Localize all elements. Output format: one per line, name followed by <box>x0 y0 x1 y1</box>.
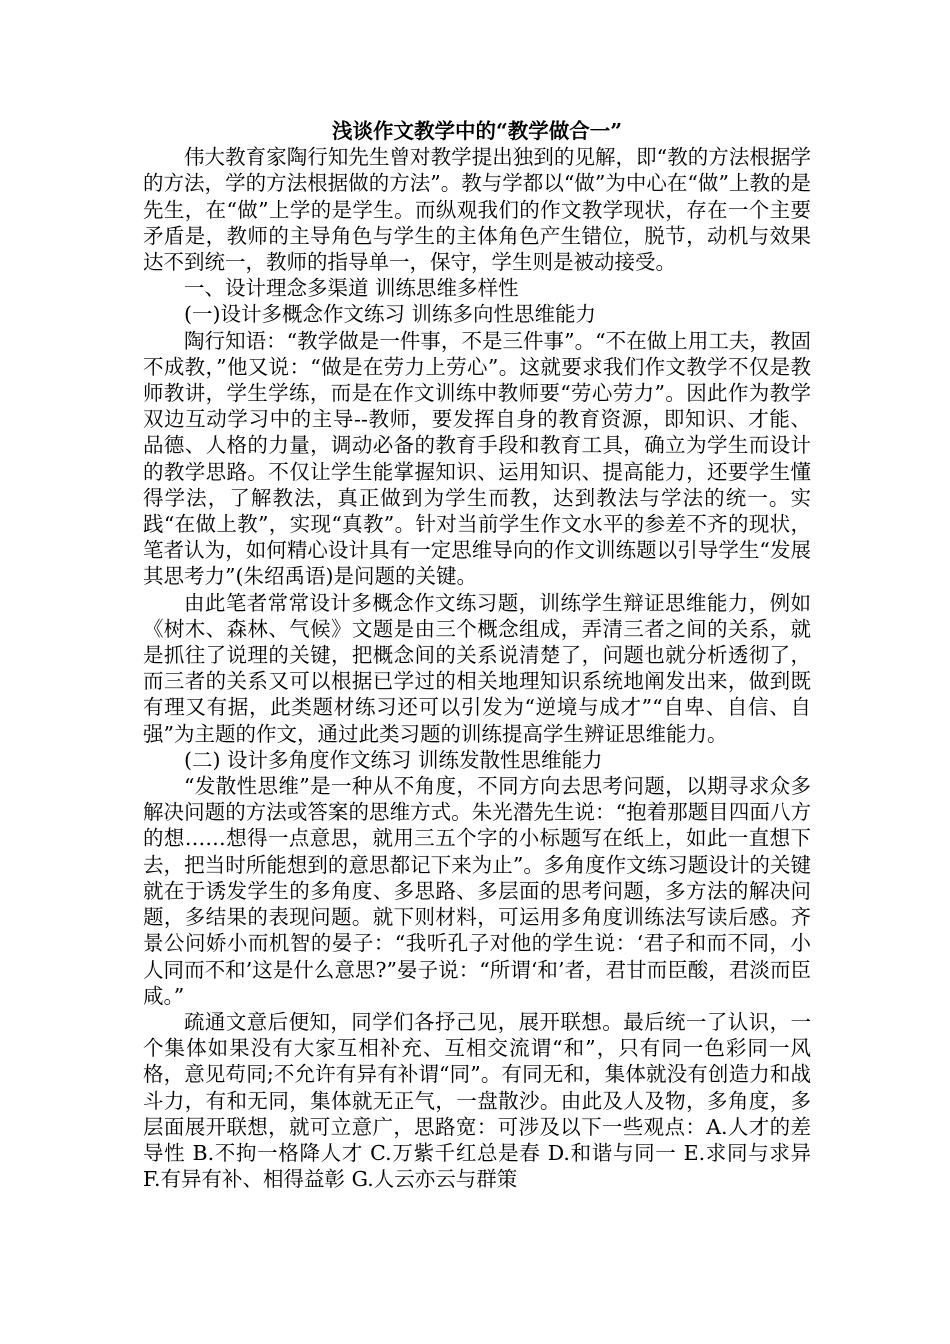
subsection-heading-2: (二) 设计多角度作文练习 训练发散性思维能力 <box>184 747 603 772</box>
document-title: 浅谈作文教学中的“教学做合一” <box>331 119 623 143</box>
subsection-heading-1: (一)设计多概念作文练习 训练多向性思维能力 <box>184 302 597 327</box>
document-body <box>143 118 811 1192</box>
paragraph-multi-concept: 由此笔者常常设计多概念作文练习题，训练学生辩证思维能力，例如《树木、森林、气候》文题是由三个概念组成，弄清三者之间的关系，就是抓往了说理的关键，把概念间的关系说清楚了，问题也就分析透彻了，而三者的关系又可以根据已学过的相关地理知识系统地阐发出来，做到既有理又有据，此类题材练习还可以引发为“逆境与成才”“自卑、自信、自强”为主题的作文，通过此类习题的训练提高学生辨证思维能力。 <box>143 590 811 746</box>
paragraph-intro: 伟大教育家陶行知先生曾对教学提出独到的见解，即“教的方法根据学的方法，学的方法根据做的方法”。教与学都以“做”为中心在“做”上教的是先生，在“做”上学的是学生。而纵观我们的作文教学现状，存在一个主要矛盾是，教师的主导角色与学生的主体角色产生错位，脱节，动机与效果达不到统一，教师的指导单一，保守，学生则是被动接受。 <box>143 145 811 275</box>
paragraph-discussion: 疏通文意后便知，同学们各抒己见，展开联想。最后统一了认识，一个集体如果没有大家互相补充、互相交流谓“和”，只有同一色彩同一风格，意见苟同;不允许有异有补谓“同”。有同无和，集体就没有创造力和战斗力，有和无同，集体就无正气，一盘散沙。由此及人及物，多角度，多层面展开联想，就可立意广，思路宽：可涉及以下一些观点：A.人才的差导性 B.不拘一格降人才 C.万紫千红总是春 D.和谐与同一 E.求同与求异 F.有异有补、相得益彰 G.人云亦云与群策 <box>143 1009 811 1192</box>
paragraph-tao-quote: 陶行知语：“教学做是一件事，不是三件事”。“不在做上用工夫，教固不成教，”他又说：“做是在劳力上劳心”。这就要求我们作文教学不仅是教师教讲，学生学练，而是在作文训练中教师要“劳心劳力”。因此作为教学双边互动学习中的主导--教师，要发挥自身的教育资源，即知识、才能、品德、人格的力量，调动必备的教育手段和教育工具，确立为学生而设计的教学思路。不仅让学生能掌握知识、运用知识、提高能力，还要学生懂得学法，了解教法，真正做到为学生而教，达到教法与学法的统一。实践“在做上教”，实现“真教”。针对当前学生作文水平的参差不齐的现状，笔者认为，如何精心设计具有一定思维导向的作文训练题以引导学生“发展其思考力”(朱绍禹语)是问题的关键。 <box>143 328 811 589</box>
paragraph-divergent-thinking: “发散性思维”是一种从不角度，不同方向去思考问题，以期寻求众多解决问题的方法或答案的思维方式。朱光潜先生说：“抱着那题目四面八方的想……想得一点意思，就用三五个字的小标题写在纸上，如此一直想下去，把当时所能想到的意思都记下来为止”。多角度作文练习题设计的关键就在于诱发学生的多角度、多思路、多层面的思考问题，多方法的解决问题，多结果的表现问题。就下则材料，可运用多角度训练法写读后感。齐景公问娇小而机智的晏子：“我听孔子对他的学生说：‘君子和而不同，小人同而不和’这是什么意思?”晏子说：“所谓‘和’者，君甘而臣酸，君淡而臣咸。” <box>143 774 811 1008</box>
section-heading-1: 一、设计理念多渠道 训练思维多样性 <box>184 276 519 301</box>
